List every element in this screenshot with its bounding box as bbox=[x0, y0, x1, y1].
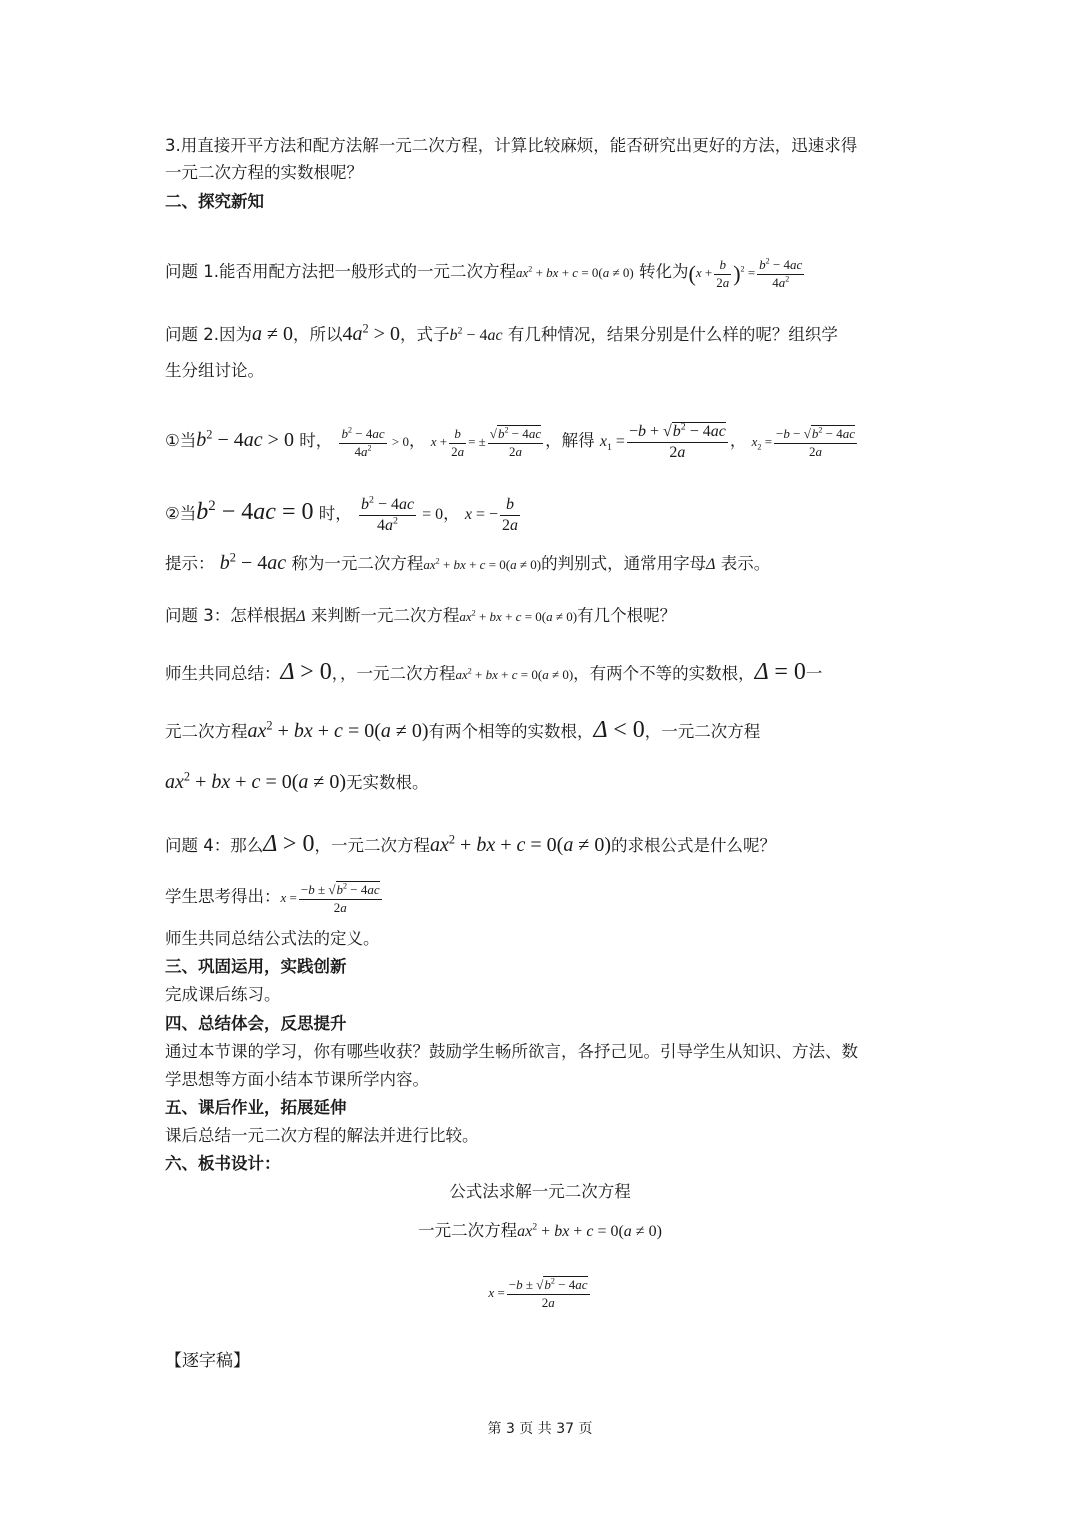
question-1: 问题 1.能否用配方法把一般形式的一元二次方程$ax^2$ + bx + c = 0(a ≠ 0) 转化为(x + $\frac{b}{2a}$ )$^2$ = $\frac{b^2 - 4ac}{4a^2}$ bbox=[165, 237, 806, 309]
exercise-line: 完成课后练习。 bbox=[165, 985, 281, 1004]
section-heading-5: 五、课后作业，拓展延伸 bbox=[165, 1098, 347, 1117]
case-2: ②当$b^2 - 4ac = 0$ 时， $\frac{b^2 - 4ac}{4a^2}$ = 0， x = − $\frac{b}{2a}$ bbox=[165, 472, 522, 555]
case-1-root-expression: x + $\frac{b}{2a}$ = ± $\frac{√b^2 - 4ac}{2a}$ bbox=[430, 425, 542, 459]
section-heading-2: 二、探究新知 bbox=[165, 192, 264, 211]
definition-line: 师生共同总结公式法的定义。 bbox=[165, 929, 380, 948]
case-1: ①当$b^2 - 4ac > 0$ 时， $\frac{b^2 - 4ac}{4a^2}$ > 0， x + $\frac{b}{2a}$ = ± $\frac{√b^2 - 4ac}{2a}$ ，解得 $x_1$ = $\frac{-b + √b^2 - 4ac}{2a}$ ， $x_2$ = $\frac{-b - √b^2 - 4ac}{2a}$ bbox=[165, 400, 859, 482]
root-x2: $x_2$ = $\frac{-b - √b^2 - 4ac}{2a}$ bbox=[751, 425, 855, 459]
case-2-root: x = − $\frac{b}{2a}$ bbox=[464, 495, 519, 534]
summary-line-2: 元二次方程$ax^2$ + bx + c = 0(a ≠ 0)有两个相等的实数根，Δ < 0，一元二次方程 bbox=[165, 717, 761, 743]
quadratic-formula: x = $\frac{-b \pm √b^2 - 4ac}{2a}$ bbox=[280, 881, 380, 915]
delta-symbol: Δ bbox=[706, 556, 716, 573]
student-derivation: 学生思考得出：x = $\frac{-b \pm √b^2 - 4ac}{2a}$ bbox=[165, 872, 384, 923]
question-3: 问题 3：怎样根据Δ 来判断一元二次方程$ax^2$ + bx + c = 0(a ≠ 0)有几个根呢？ bbox=[165, 606, 677, 625]
board-title: 公式法求解一元二次方程 bbox=[449, 1182, 631, 1201]
question-2-line-2: 生分组讨论。 bbox=[165, 361, 264, 380]
board-equation: 一元二次方程$ax^2$ + bx + c = 0(a ≠ 0) bbox=[418, 1221, 662, 1240]
discriminant-expression: $b^2 - 4ac$ bbox=[449, 325, 503, 344]
section-heading-6: 六、板书设计： bbox=[165, 1154, 281, 1173]
case-1-fraction: $\frac{b^2 - 4ac}{4a^2}$ > 0 bbox=[341, 425, 409, 459]
summary-line-1: 师生共同总结：Δ > 0，，一元二次方程$ax^2$ + bx + c = 0(a ≠ 0)，有两个不等的实数根，Δ = 0一 bbox=[165, 659, 823, 685]
question-2: 问题 2.因为a ≠ 0，所以$4a^2 > 0$，式子$b^2 - 4ac$ 有几种情况，结果分别是什么样的呢？组织学 bbox=[165, 321, 838, 345]
board-formula: x = $\frac{-b \pm √b^2 - 4ac}{2a}$ bbox=[488, 1276, 588, 1310]
section-heading-4: 四、总结体会，反思提升 bbox=[165, 1014, 347, 1033]
reflect-line-1: 通过本节课的学习，你有哪些收获？鼓励学生畅所欲言，各抒己见。引导学生从知识、方法、数 bbox=[165, 1042, 858, 1061]
completed-square-form: (x + $\frac{b}{2a}$ )$^2$ = $\frac{b^2 - 4ac}{4a^2}$ bbox=[688, 256, 803, 290]
four-a-squared-positive: $4a^2 > 0$ bbox=[342, 321, 400, 345]
a-nonzero: a ≠ 0 bbox=[252, 323, 293, 345]
general-equation: $ax^2$ + bx + c = 0(a ≠ 0) bbox=[516, 264, 634, 280]
intro-line-1: 3.用直接开平方法和配方法解一元二次方程，计算比较麻烦，能否研究出更好的方法，迅速求得 bbox=[165, 136, 858, 155]
root-x1: $x_1$ = $\frac{-b + √b^2 - 4ac}{2a}$ bbox=[599, 421, 726, 461]
homework-line: 课后总结一元二次方程的解法并进行比较。 bbox=[165, 1126, 479, 1145]
question-4: 问题 4：那么Δ > 0，一元二次方程$ax^2$ + bx + c = 0(a ≠ 0)的求根公式是什么呢？ bbox=[165, 831, 776, 857]
question-1-text: 问题 1.能否用配方法把一般形式的一元二次方程 bbox=[165, 262, 516, 281]
section-heading-3: 三、巩固运用，实践创新 bbox=[165, 957, 347, 976]
summary-line-3: $ax^2$ + bx + c = 0(a ≠ 0)无实数根。 bbox=[165, 769, 429, 793]
page-footer: 第 3 页 共 37 页 bbox=[487, 1421, 593, 1437]
intro-line-2: 一元二次方程的实数根呢？ bbox=[165, 163, 363, 182]
case-2-fraction: $\frac{b^2 - 4ac}{4a^2}$ = 0 bbox=[360, 494, 444, 534]
hint: 提示： $b^2 - 4ac$ 称为一元二次方程$ax^2$ + bx + c = 0(a ≠ 0)的判别式，通常用字母Δ 表示。 bbox=[165, 550, 771, 574]
transcript-heading: 【逐字稿】 bbox=[165, 1351, 250, 1371]
reflect-line-2: 学思想等方面小结本节课所学内容。 bbox=[165, 1070, 429, 1089]
